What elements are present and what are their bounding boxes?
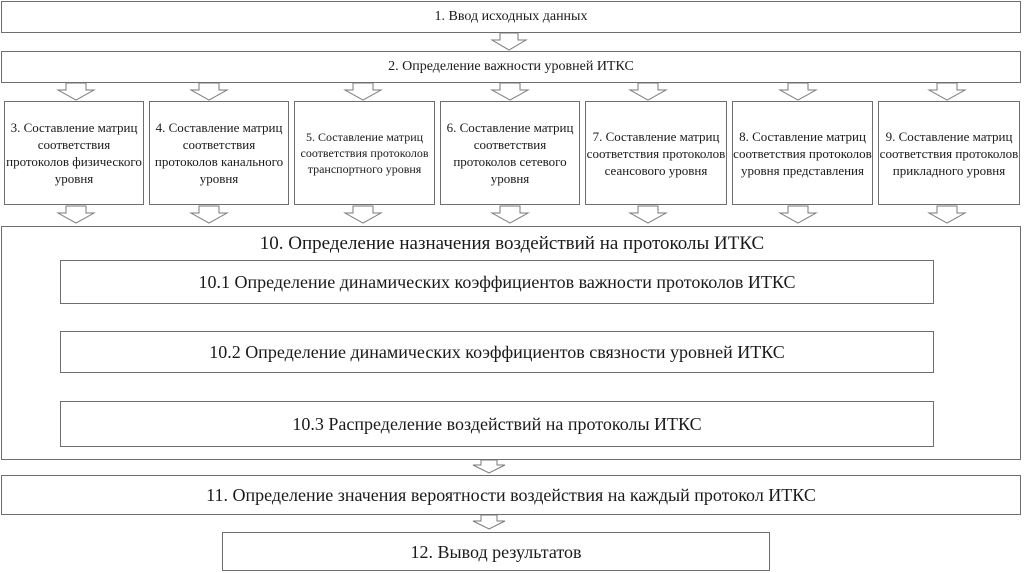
arrow-9-to-10	[929, 206, 965, 223]
step-2-box	[1, 51, 1021, 83]
arrow-4-to-10	[191, 206, 227, 223]
step-3-label: 3. Составление матриц соответствия протоколов физического уровня	[6, 120, 142, 186]
step-11-box	[1, 475, 1021, 515]
arrow-2-to-9	[929, 83, 965, 100]
arrow-6-to-10	[492, 206, 528, 223]
step-10-2-label: 10.2 Определение динамических коэффициентов связности уровней ИТКС	[209, 342, 785, 362]
step-6-box	[440, 101, 580, 205]
step-2-label: 2. Определение важности уровней ИТКС	[388, 59, 634, 74]
step-5-label: 5. Составление матриц соответствия протоколов транспортного уровня	[300, 130, 429, 176]
arrow-11-to-12	[473, 515, 505, 529]
step-9-label: 9. Составление матриц соответствия протоколов прикладного уровня	[879, 128, 1019, 178]
step-10-1-label: 10.1 Определение динамических коэффициентов важности протоколов ИТКС	[198, 272, 796, 292]
arrow-2-to-5	[345, 83, 381, 100]
arrow-1-to-2	[492, 33, 526, 50]
step-4-box	[149, 101, 289, 205]
step-10-3-label: 10.3 Распределение воздействий на протоколы ИТКС	[292, 414, 702, 434]
arrow-2-to-3	[58, 83, 94, 100]
step-10-2-box	[60, 331, 934, 373]
step-8-box	[732, 101, 873, 205]
step-11-label: 11. Определение значения вероятности воздействия на каждый протокол ИТКС	[206, 485, 816, 505]
step-10-1-box	[60, 260, 934, 304]
step-7-box	[585, 101, 727, 205]
arrow-7-to-10	[630, 206, 666, 223]
step-1-box	[1, 1, 1021, 33]
step-10-3-box	[60, 401, 934, 447]
arrow-2-to-8	[780, 83, 816, 100]
step-4-label: 4. Составление матриц соответствия протоколов канального уровня	[154, 120, 284, 186]
step-10-label: 10. Определение назначения воздействий на протоколы ИТКС	[259, 233, 765, 254]
arrow-3-to-10	[58, 206, 94, 223]
arrow-10-to-11	[473, 460, 505, 473]
step-12-label: 12. Вывод результатов	[410, 541, 582, 562]
arrow-2-to-4	[191, 83, 227, 100]
step-9-box	[878, 101, 1020, 205]
arrow-5-to-10	[345, 206, 381, 223]
step-8-label: 8. Составление матриц соответствия протоколов уровня представления	[733, 128, 872, 178]
arrow-2-to-6	[492, 83, 528, 100]
step-3-box	[4, 101, 144, 205]
step-7-label: 7. Составление матриц соответствия протоколов сеансового уровня	[586, 128, 726, 178]
step-12-box	[222, 532, 770, 571]
arrow-2-to-7	[630, 83, 666, 100]
arrow-8-to-10	[780, 206, 816, 223]
step-6-label: 6. Составление матриц соответствия протоколов сетевого уровня	[446, 120, 574, 186]
step-5-box	[294, 101, 435, 205]
step-1-label: 1. Ввод исходных данных	[434, 9, 588, 24]
